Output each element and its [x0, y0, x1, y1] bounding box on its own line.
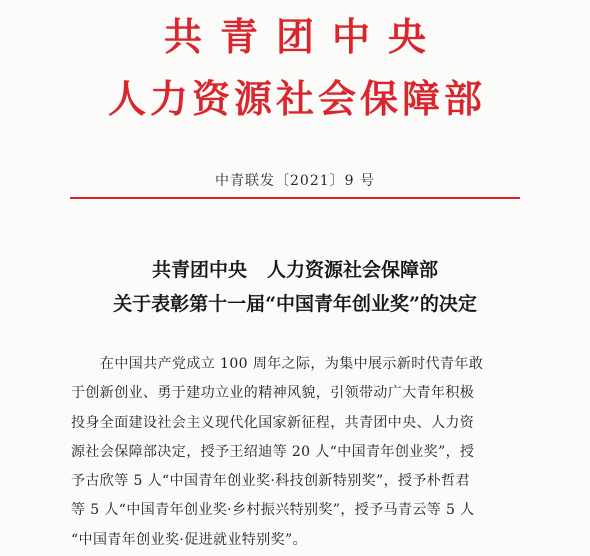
body-line: “中国青年创业奖·促进就业特别奖”。 [71, 531, 307, 548]
body-line: 于创新创业、勇于建功立业的精神风貌，引领带动广大青年积极 [71, 385, 475, 402]
body-paragraph [71, 350, 523, 555]
body-line: 源社会保障部决定，授予王绍迪等 20 人“中国青年创业奖”，授 [71, 443, 475, 460]
document-number: 中青联发〔2021〕9 号 [215, 173, 375, 189]
issuer-name-line-1: 共青团中央 [163, 14, 444, 59]
red-divider-line [70, 197, 520, 199]
body-line: 在中国共产党成立 100 周年之际，为集中展示新时代青年敢 [100, 356, 484, 372]
document-title-line-1 [0, 261, 590, 280]
issuer-name-line-2: 人力资源社会保障部 [107, 76, 486, 121]
document-title-line-2: 关于表彰第十一届“中国青年创业奖”的决定 [113, 293, 477, 315]
body-line: 等 5 人“中国青年创业奖·乡村振兴特别奖”，授予马青云等 5 人 [71, 502, 475, 519]
body-line: 予古欣等 5 人“中国青年创业奖·科技创新特别奖”，授予朴哲君 [71, 473, 470, 490]
body-line: 投身全面建设社会主义现代化国家新征程，共青团中央、人力资 [71, 414, 475, 431]
title-issuer-2: 人力资源社会保障部 [267, 259, 439, 281]
title-issuer-1: 共青团中央 [151, 259, 247, 281]
